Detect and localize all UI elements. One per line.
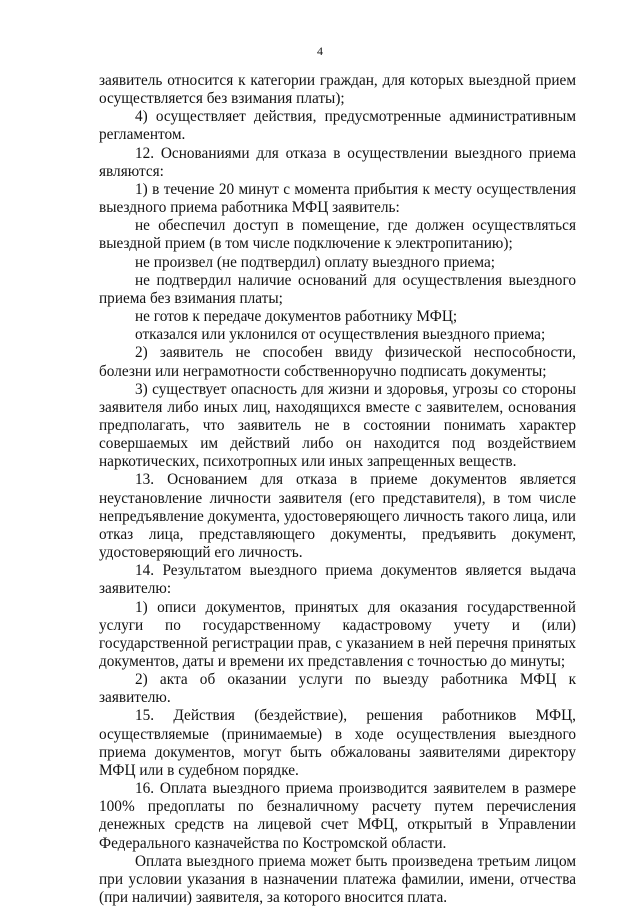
paragraph-12-item-2: 2) заявитель не способен ввиду физической неспособности, болезни или неграмотности собственноручно подписать документы; <box>99 344 576 380</box>
paragraph-item-4: 4) осуществляет действия, предусмотренные административным регламентом. <box>99 108 576 144</box>
paragraph-continuation: заявитель относится к категории граждан, для которых выездной прием осуществляется без взимания платы); <box>99 72 576 108</box>
page-number: 4 <box>317 44 323 58</box>
paragraph-12-sub-payment: не произвел (не подтвердил) оплату выездного приема; <box>135 253 496 271</box>
paragraph-15: 15. Действия (бездействие), решения работников МФЦ, осуществляемые (принимаемые) в ходе осуществления выездного приема документов, могут быть обжалованы заявителями директору МФЦ или в судебном порядке. <box>99 707 576 779</box>
document-body <box>99 72 576 907</box>
paragraph-14-item-2: 2) акта об оказании услуги по выезду работника МФЦ к заявителю. <box>99 671 576 707</box>
paragraph-14: 14. Результатом выездного приема документов является выдача заявителю: <box>99 562 576 598</box>
paragraph-16: 16. Оплата выездного приема производится заявителем в размере 100% предоплаты по безналичному расчету путем перечисления денежных средств на лицевой счет МФЦ, открытый в Управлении Федерального казначейства по Костромской области. <box>99 780 576 852</box>
paragraph-12-item-1: 1) в течение 20 минут с момента прибытия к месту осуществления выездного приема работника МФЦ заявитель: <box>99 180 576 217</box>
paragraph-14-item-1: 1) описи документов, принятых для оказания государственной услуги по государственному кадастровому учету и (или) государственной регистрации прав, с указанием в ней перечня принятых документов, даты и времени их представления с точностью до минуты; <box>99 598 576 670</box>
paragraph-12-sub-access: не обеспечил доступ в помещение, где должен осуществляться выездной прием (в том числе подключение к электропитанию); <box>99 217 576 253</box>
paragraph-16-third-party: Оплата выездного приема может быть произведена третьим лицом при условии указания в назначении платежа фамилии, имени, отчества (при наличии) заявителя, за которого вносится плата. <box>99 852 576 907</box>
paragraph-12: 12. Основаниями для отказа в осуществлении выездного приема являются: <box>99 144 576 180</box>
paragraph-13: 13. Основанием для отказа в приеме документов является неустановление личности заявителя (его представителя), в том числе непредъявление документа, удостоверяющего личность такого лица, или отказ лица, представляющего документы, предъявить документ, удостоверяющий его личность. <box>99 471 576 562</box>
paragraph-12-sub-free: не подтвердил наличие оснований для осуществления выездного приема без взимания платы; <box>99 271 576 307</box>
paragraph-12-sub-refused: отказался или уклонился от осуществления выездного приема; <box>135 326 546 344</box>
paragraph-12-sub-documents: не готов к передаче документов работнику МФЦ; <box>135 308 458 326</box>
paragraph-12-item-3: 3) существует опасность для жизни и здоровья, угрозы со стороны заявителя либо иных лиц, находящихся вместе с заявителем, основания предполагать, что заявитель не в состоянии понимать характер совершаемых им действий либо он находится под воздействием наркотических, психотропных или иных запрещенных веществ. <box>99 380 576 471</box>
